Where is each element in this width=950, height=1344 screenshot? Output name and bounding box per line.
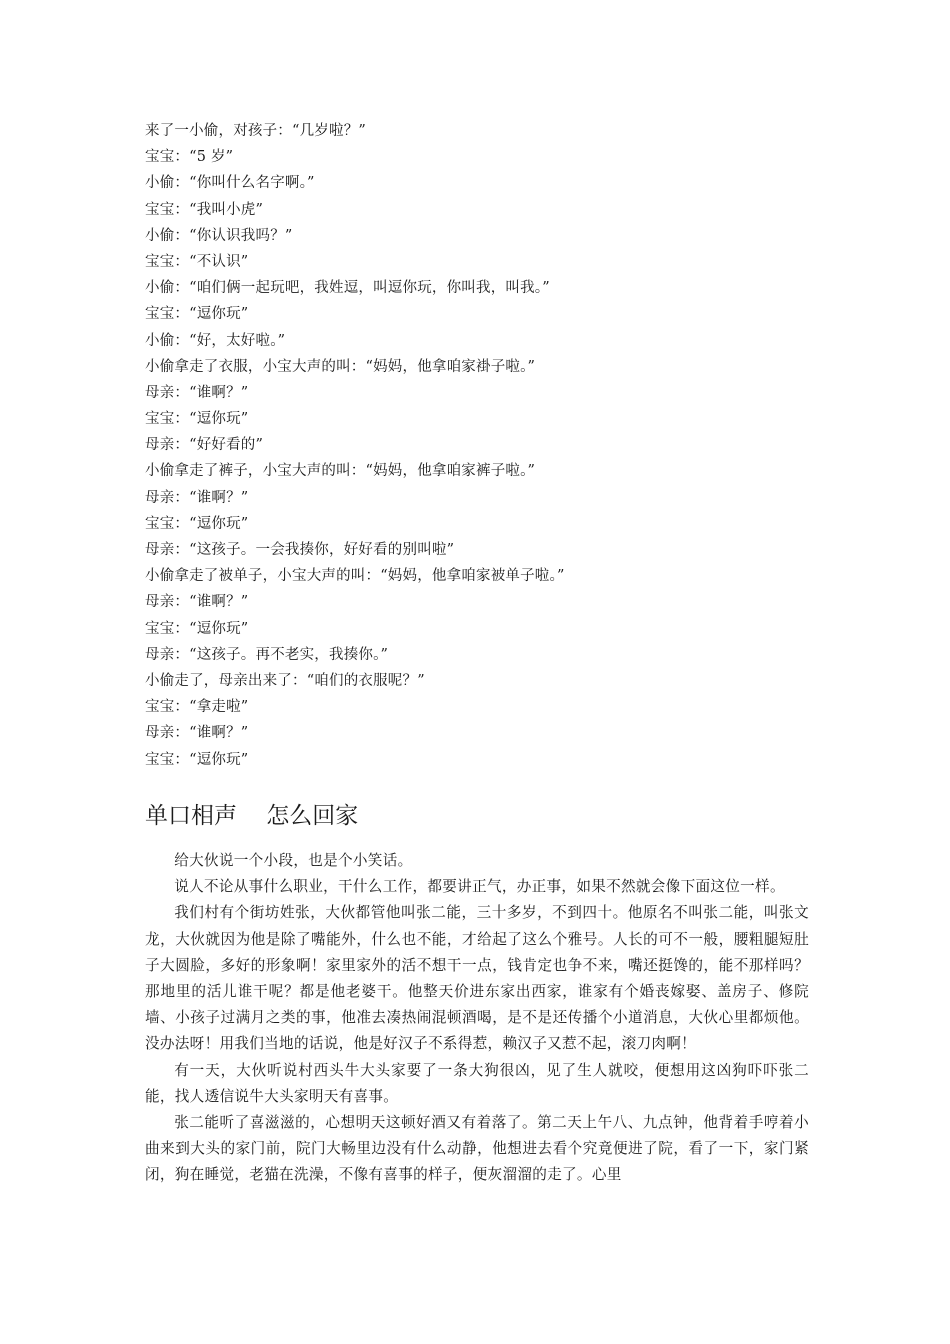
section-heading: 单口相声 怎么回家	[145, 803, 359, 829]
dialogue-line: 小偷：“你认识我吗？”	[145, 227, 293, 244]
paragraph: 张二能听了喜滋滋的，心想明天这顿好酒又有着落了。第二天上午八、九点钟，他背着手哼着小曲来到大头的家门前，院门大畅里边没有什么动静，他想进去看个究竟便进了院，看了一下，家门紧闭，狗在睡觉，老猫在洗澡，不像有喜事的样子，便灰溜溜的走了。心里	[145, 1114, 809, 1184]
dialogue-block	[145, 118, 815, 773]
dialogue-line: 母亲：“谁啊？”	[145, 594, 249, 611]
paragraph: 我们村有个街坊姓张，大伙都管他叫张二能，三十多岁，不到四十。他原名不叫张二能，叫张文龙，大伙就因为他是除了嘴能外，什么也不能，才给起了这么个雅号。人长的可不一般，腰粗腿短肚子大圆脸，多好的形象啊！家里家外的活不想干一点，钱肯定也争不来，嘴还挺馋的，能不那样吗？那地里的活儿谁干呢？都是他老婆干。他整天价进东家出西家，谁家有个婚丧嫁娶、盖房子、修院墙、小孩子过满月之类的事，他准去凑热闹混顿酒喝，是不是还传播个小道消息，大伙心里都烦他。没办法呀！用我们当地的话说，他是好汉子不系得惹，赖汉子又惹不起，滚刀肉啊！	[145, 904, 809, 1053]
dialogue-line: 母亲：“谁啊？”	[145, 384, 249, 401]
dialogue-line: 宝宝：“我叫小虎”	[145, 201, 264, 218]
dialogue-line: 宝宝：“逗你玩”	[145, 620, 249, 637]
dialogue-line: 小偷：“咱们俩一起玩吧，我姓逗，叫逗你玩，你叫我，叫我。”	[145, 280, 550, 297]
dialogue-line: 宝宝：“逗你玩”	[145, 515, 249, 532]
dialogue-line: 宝宝：“拿走啦”	[145, 699, 249, 716]
dialogue-line: 宝宝：“5 岁”	[145, 149, 234, 166]
dialogue-line: 母亲：“谁啊？”	[145, 725, 249, 742]
dialogue-line: 来了一小偷，对孩子：“几岁啦？”	[145, 123, 367, 139]
dialogue-line: 小偷：“你叫什么名字啊。”	[145, 175, 315, 192]
paragraph: 说人不论从事什么职业，干什么工作，都要讲正气，办正事，如果不然就会像下面这位一样。	[174, 878, 785, 896]
story-body	[145, 848, 809, 1189]
dialogue-line: 小偷：“好，太好啦。”	[145, 332, 286, 349]
dialogue-line: 母亲：“这孩子。一会我揍你，好好看的别叫啦”	[145, 542, 455, 558]
paragraph: 有一天，大伙听说村西头牛大头家要了一条大狗很凶，见了生人就咬，便想用这凶狗吓吓张二能，找人透信说牛大头家明天有喜事。	[145, 1061, 809, 1105]
dialogue-line: 小偷走了，母亲出来了：“咱们的衣服呢？”	[145, 672, 425, 689]
dialogue-line: 母亲：“好好看的”	[145, 437, 264, 454]
dialogue-line: 小偷拿走了衣服，小宝大声的叫：“妈妈，他拿咱家褂子啦。”	[145, 358, 536, 375]
dialogue-line: 母亲：“这孩子。再不老实，我揍你。”	[145, 646, 389, 663]
paragraph: 给大伙说一个小段，也是个小笑话。	[174, 852, 413, 869]
dialogue-line: 小偷拿走了裤子，小宝大声的叫：“妈妈，他拿咱家裤子啦。”	[145, 463, 536, 480]
dialogue-line: 宝宝：“逗你玩”	[145, 411, 249, 428]
dialogue-line: 宝宝：“逗你玩”	[145, 306, 249, 323]
dialogue-line: 宝宝：“不认识”	[145, 253, 249, 270]
dialogue-line: 宝宝：“逗你玩”	[145, 751, 249, 768]
dialogue-line: 母亲：“谁啊？”	[145, 489, 249, 506]
dialogue-line: 小偷拿走了被单子，小宝大声的叫：“妈妈，他拿咱家被单子啦。”	[145, 568, 565, 585]
